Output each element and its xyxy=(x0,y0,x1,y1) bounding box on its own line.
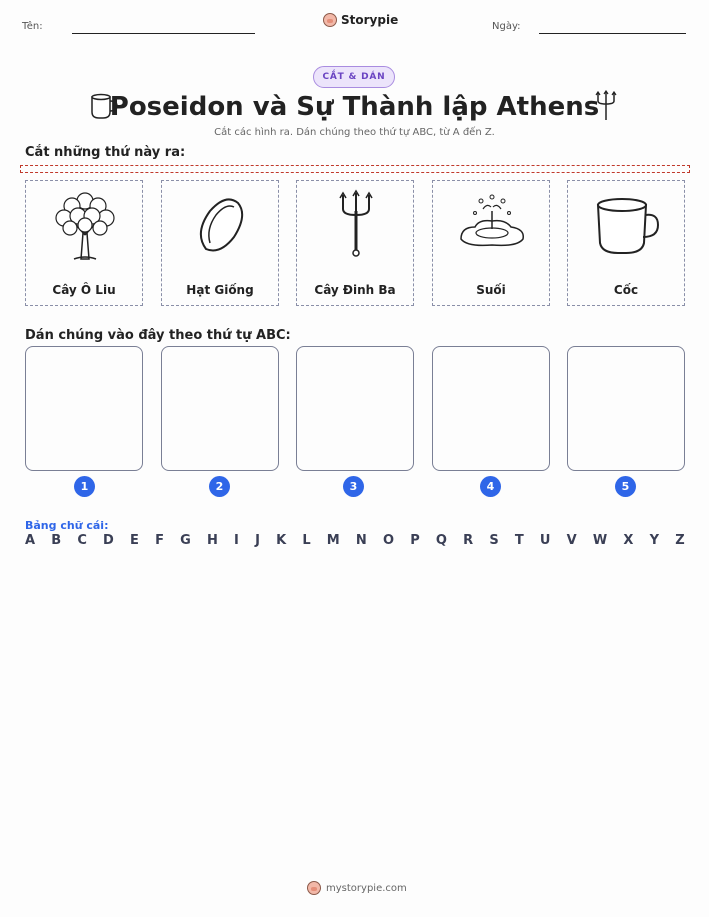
paste-box[interactable] xyxy=(161,346,279,471)
paste-box[interactable] xyxy=(432,346,550,471)
card-label: Suối xyxy=(476,283,506,297)
alphabet-letter: V xyxy=(566,533,577,548)
alphabet-letter: Z xyxy=(675,533,685,548)
alphabet-letter: Q xyxy=(435,533,447,548)
paste-box[interactable] xyxy=(567,346,685,471)
name-label: Tên: xyxy=(22,21,43,32)
alphabet-letter: D xyxy=(103,533,114,548)
alphabet-letter: W xyxy=(592,533,608,548)
brand-name: Storypie xyxy=(341,13,399,27)
alphabet-letter: X xyxy=(623,533,634,548)
alphabet-letter: H xyxy=(206,533,218,548)
olive-tree-icon xyxy=(50,189,120,261)
alphabet-letter: B xyxy=(51,533,62,548)
alphabet-letter: Y xyxy=(649,533,660,548)
paste-box[interactable] xyxy=(296,346,414,471)
alphabet-letter: O xyxy=(382,533,395,548)
activity-tag: CẮT & DÁN xyxy=(313,66,395,88)
alphabet-row xyxy=(25,533,685,548)
card-label: Hạt Giống xyxy=(186,283,254,297)
position-number: 5 xyxy=(615,476,636,497)
alphabet-letter: F xyxy=(155,533,164,548)
cut-card[interactable] xyxy=(296,180,414,306)
card-label: Cốc xyxy=(613,283,639,297)
footer-url[interactable]: mystorypie.com xyxy=(326,882,407,894)
cup-icon xyxy=(592,189,662,261)
date-label: Ngày: xyxy=(492,21,521,32)
paste-heading: Dán chúng vào đây theo thứ tự ABC: xyxy=(25,328,291,343)
trident-icon xyxy=(594,90,618,122)
cut-line xyxy=(20,165,690,173)
cut-card[interactable] xyxy=(25,180,143,306)
name-line xyxy=(72,33,255,34)
alphabet-letter: A xyxy=(25,533,36,548)
brand-logo xyxy=(323,13,398,27)
storypie-logo-icon xyxy=(307,881,321,895)
alphabet-letter: T xyxy=(514,533,524,548)
storypie-logo-icon xyxy=(323,13,337,27)
alphabet-letter: N xyxy=(355,533,367,548)
card-label: Cây Ô Liu xyxy=(52,283,116,297)
seed-icon xyxy=(186,189,256,261)
card-label: Cây Đinh Ba xyxy=(314,283,396,297)
position-number: 3 xyxy=(343,476,364,497)
trident-icon xyxy=(321,189,391,261)
alphabet-letter: E xyxy=(130,533,139,548)
footer xyxy=(307,881,407,895)
alphabet-heading: Bảng chữ cái: xyxy=(25,519,109,532)
cut-heading: Cắt những thứ này ra: xyxy=(25,145,186,160)
alphabet-letter: K xyxy=(276,533,287,548)
cut-card[interactable] xyxy=(567,180,685,306)
position-number: 4 xyxy=(480,476,501,497)
alphabet-letter: R xyxy=(463,533,474,548)
alphabet-letter: L xyxy=(302,533,311,548)
alphabet-letter: J xyxy=(255,533,260,548)
date-line xyxy=(539,33,686,34)
alphabet-letter: G xyxy=(180,533,191,548)
cut-card[interactable] xyxy=(432,180,550,306)
position-number: 2 xyxy=(209,476,230,497)
alphabet-letter: I xyxy=(234,533,239,548)
page-title: Poseidon và Sự Thành lập Athens xyxy=(109,92,600,122)
spring-icon xyxy=(457,189,527,261)
alphabet-letter: P xyxy=(410,533,420,548)
page-subtitle: Cắt các hình ra. Dán chúng theo thứ tự ABC, từ A đến Z. xyxy=(214,127,495,138)
paste-box[interactable] xyxy=(25,346,143,471)
alphabet-letter: C xyxy=(77,533,87,548)
cut-card[interactable] xyxy=(161,180,279,306)
alphabet-letter: S xyxy=(489,533,499,548)
alphabet-letter: U xyxy=(539,533,551,548)
position-number: 1 xyxy=(74,476,95,497)
alphabet-letter: M xyxy=(326,533,340,548)
